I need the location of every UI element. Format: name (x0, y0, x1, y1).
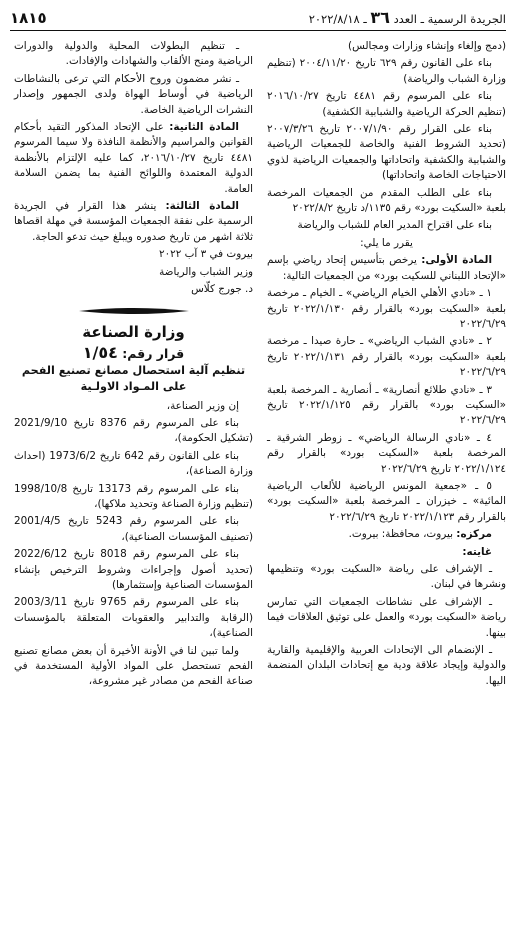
paragraph (14, 72, 253, 118)
paragraph (267, 431, 506, 477)
article-label: غايته: (462, 545, 492, 558)
left-column (14, 39, 253, 692)
paragraph (267, 595, 506, 641)
paragraph (14, 399, 253, 414)
paragraph-text: ٥ ـ «جمعية المونس الرياضية للألعاب الرياضية المائية» ـ خيزران ـ المرخصة بلعبة «السكيت بورد» بالقرار رقم ٢٠٢٢/١/١٢٣ تاريخ ٢٠٢٢/٦/٢٩ (267, 479, 506, 523)
ministry-title: وزارة الصناعة (82, 322, 185, 341)
paragraph (267, 39, 506, 54)
decision-title-line2: على المـواد الاولـية (80, 379, 187, 393)
paragraph (14, 416, 253, 447)
article-paragraph (14, 199, 253, 245)
article-label: المادة الأولى: (421, 254, 493, 267)
paragraph (267, 643, 506, 689)
signature-name: د. جورج كلّاس (191, 283, 253, 296)
paragraph (14, 39, 253, 70)
article-paragraph (14, 120, 253, 197)
paragraph-text: ـ الإشراف على رياضة «السكيت بورد» وتنظيمها ونشرها في لبنان. (267, 563, 506, 591)
article-paragraph (267, 527, 506, 542)
paragraph-text: بناء على المرسوم رقم ٤٤٨١ تاريخ ٢٠١٦/١٠/٢٧ (تنظيم الحركة الرياضية والشبابية الكشفية) (267, 90, 506, 118)
article-paragraph (267, 545, 506, 560)
paragraph (267, 122, 506, 184)
paragraph-text: إن وزير الصناعة، (166, 399, 239, 412)
paragraph-text: ٤ ـ «نادي الرسالة الرياضي» ـ زوطر الشرقية ـ المرخصة بلعبة «السكيت بورد» بالقرار رقم ٢٠٢٢/١/١٢٤ تاريخ ٢٠٢٢/٦/٢٩ (267, 431, 506, 475)
paragraph-text: يرخص بتأسيس إتحاد رياضي بإسم «الإتحاد اللبناني للسكيت بورد» من الجمعيات التالية: (267, 254, 506, 282)
paragraph-text: ١ ـ «نادي الأهلي الخيام الرياضي» ـ الخيام ـ مرخصة بلعبة «السكيت بورد» بالقرار رقم ٢٠٢٢/١/١٣٠ تاريخ ٢٠٢٢/٦/٢٩ (267, 287, 506, 330)
divider-ornament (14, 306, 253, 316)
paragraph-text: بيروت، محافظة: بيروت. (348, 528, 457, 541)
decision-number-label: قرار رقم: (122, 345, 185, 361)
paragraph (267, 334, 506, 380)
paragraph-text: بناء على الطلب المقدم من الجمعيات المرخصة بلعبة «السكيت بورد» رقم ١١٣٥/د تاريخ ٢٠٢٢/٨/٢ (267, 186, 506, 215)
decision-number (14, 344, 253, 363)
paragraph-text: بناء على المرسوم رقم 9765 تاريخ 2003/3/11 (الرقابة والتدابير والعقوبات المتعلقة بالمؤسسات الصناعية)، (14, 596, 253, 640)
paragraph-text: ٣ ـ «نادي طلائع أنصارية» ـ أنصارية ـ المرخصة بلعبة «السكيت بورد» بالقرار رقم ٢٠٢٢/١/١٢٥ تاريخ ٢٠٢٢/٦/٢٩ (267, 383, 506, 427)
paragraph-text: يقرر ما يلي: (360, 236, 413, 249)
paragraph (14, 547, 253, 593)
paragraph-text: على الإتحاد المذكور التقيد بأحكام القوانين والمراسيم والأنظمة النافذة ولا سيما المرسوم ٤٤٨١ تاريخ ٢٠١٦/١٠/٢٧، كما عليه الإلتزام بالأنظمة الدولية المعتمدة واللوائح الفنية بما يضمن السلامة العامة. (14, 121, 253, 195)
decision-title (14, 363, 253, 395)
paragraph (14, 595, 253, 641)
paragraph (267, 383, 506, 429)
journal-name: الجريدة الرسمية ـ العدد (393, 12, 506, 26)
paragraph-text: بناء على اقتراح المدير العام للشباب والرياضة (297, 219, 492, 232)
paragraph (14, 482, 253, 513)
article-label: المادة الثانية: (169, 121, 239, 134)
ornament-divider-shape (79, 306, 189, 316)
decision-number-value: ١/٥٤ (82, 342, 118, 362)
paragraph (267, 56, 506, 87)
signature-title: وزير الشباب والرياضة (159, 265, 253, 278)
paragraph-text: ينشر هذا القرار في الجريدة الرسمية على نفقة الجمعيات المؤسسة في مهلة اقصاها ثلاثة اشهر من تاريخ صدوره ويبلغ حيث تدعو الحاجة. (14, 200, 253, 243)
page-header (10, 8, 506, 31)
paragraph-text: بناء على القرار رقم ٢٠٠٧/١/٩٠ تاريخ ٢٠٠٧/٣/٢٦ (تحديد الشروط الفنية والخاصة للجمعيات الرياضية والشبابية والكشفية واتحاداتها والجمعيات الرياضية لذوي الاحتياجات الخاصة واتحاداتها) (267, 123, 506, 182)
paragraph-text: بناء على المرسوم رقم 13173 تاريخ 1998/10/8 (تنظيم وزارة الصناعة وتحديد ملاكها)، (14, 482, 253, 510)
paragraph-text: ـ الإنضمام الى الإتحادات العربية والإقليمية والقارية والدولية وإيجاد علاقة ودية مع إتحادات البلدان المنضمة اليها. (267, 644, 506, 687)
paragraph (267, 236, 506, 251)
paragraph-text: ـ تنظيم البطولات المحلية والدولية والدورات الرياضية ومنح الألقاب والشهادات والإفادات. (14, 40, 253, 68)
page-number: ١٨١٥ (10, 9, 47, 27)
paragraph (267, 186, 506, 217)
paragraph (267, 479, 506, 525)
right-column (267, 39, 506, 692)
issue-date: ـ ٢٠٢٢/٨/١٨ (308, 12, 367, 26)
paragraph (267, 218, 506, 233)
left-column-top (14, 39, 253, 245)
paragraph (14, 449, 253, 480)
paragraph (14, 514, 253, 545)
paragraph-text: بناء على المرسوم رقم 8018 تاريخ 2022/6/12 (تحديد أصول وإجراءات وشروط الترخيص بإنشاء المؤسسات الصناعية وإستثمارها) (14, 548, 253, 591)
article-label: مركزه: (456, 528, 492, 541)
journal-header (309, 8, 506, 27)
issue-number: ٣٦ (370, 8, 390, 27)
paragraph (267, 286, 506, 332)
paragraph-text: ـ الإشراف على نشاطات الجمعيات التي تمارس رياضة «السكيت بورد» والعمل على توثيق العلاقات فيما بينها. (267, 595, 506, 639)
paragraph-text: بناء على القانون رقم ٦٢٩ تاريخ ٢٠٠٤/١١/٢٠ (تنظيم وزارة الشباب والرياضة) (267, 57, 506, 85)
columns (10, 39, 506, 692)
paragraph (14, 644, 253, 690)
article-label: المادة الثالثة: (165, 200, 239, 213)
article-paragraph (267, 253, 506, 284)
paragraph (267, 562, 506, 593)
paragraph-text: ولما تبين لنا في الأونة الأخيرة أن بعض مصانع تصنيع الفحم تستحصل على المواد الأولية المستخدمة في صناعة الفحم من مصادر غير مشروعة، (14, 644, 253, 688)
decision-title-line1: تنظيم آلية استحصال مصانع تصنيع الفحم (21, 363, 246, 377)
signature-date: بيروت في ٣ آب ٢٠٢٢ (159, 248, 253, 261)
paragraph-text: (دمج وإلغاء وإنشاء وزارات ومجالس) (348, 40, 506, 52)
paragraph (267, 89, 506, 120)
signature-block (14, 247, 253, 297)
paragraph-text: بناء على القانون رقم 642 تاريخ 1973/6/2 (احداث وزارة الصناعة)، (14, 449, 253, 478)
left-column-bottom (14, 399, 253, 690)
paragraph-text: بناء على المرسوم رقم 5243 تاريخ 2001/4/5 (تصنيف المؤسسات الصناعية)، (14, 515, 253, 543)
paragraph-text: بناء على المرسوم رقم 8376 تاريخ 2021/9/10 (تشكيل الحكومة)، (14, 416, 253, 445)
paragraph-text: ـ نشر مضمون وروح الأحكام التي ترعى بالنشاطات الرياضية في أوساط الهواة ولدى الجمهور وإصدار النشرات الرياضية الخاصة. (14, 72, 253, 116)
paragraph-text: ٢ ـ «نادي الشباب الرياضي» ـ حارة صيدا ـ مرخصة بلعبة «السكيت بورد» بالقرار رقم ٢٠٢٢/١/١٣١ تاريخ ٢٠٢٢/٦/٢٩ (267, 335, 506, 379)
